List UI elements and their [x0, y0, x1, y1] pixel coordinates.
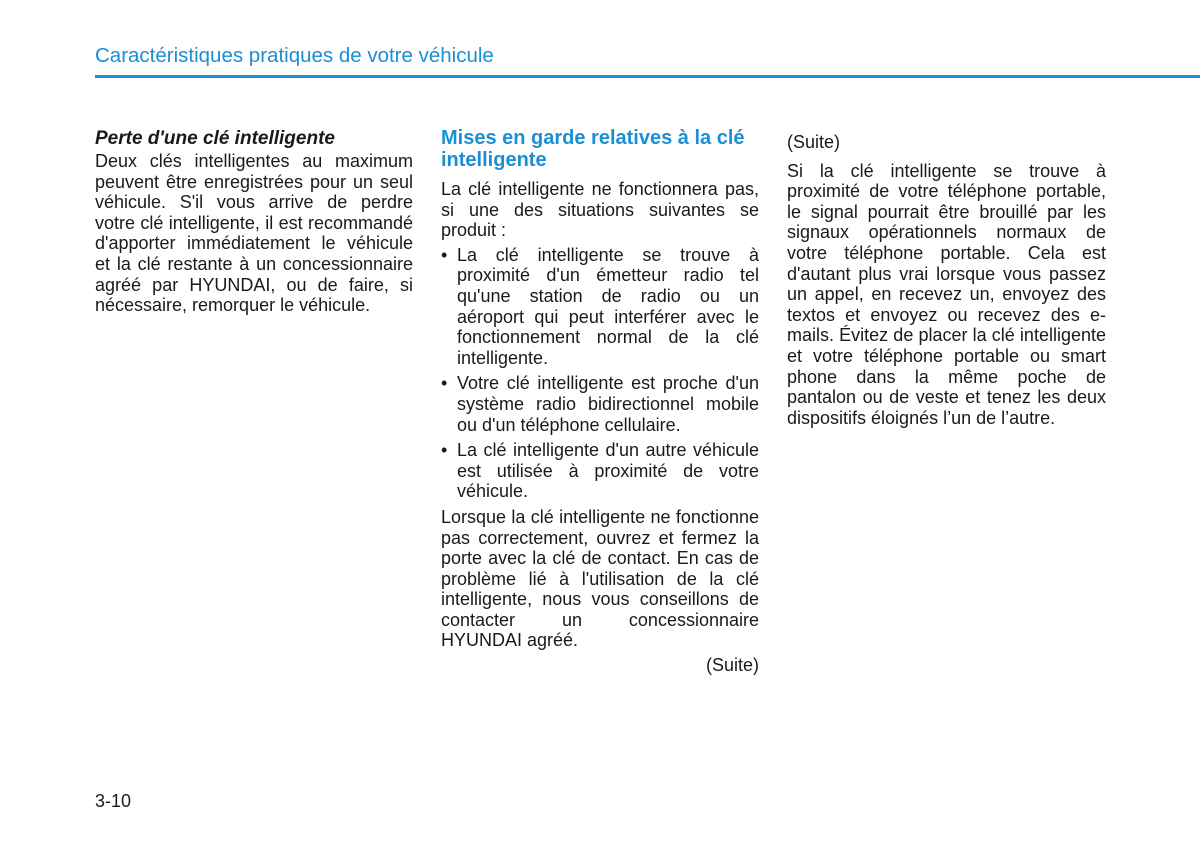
lost-key-paragraph: Deux clés intelligentes au maximum peuvent être enregistrées pour un seul véhicule. S'il vous arrive de perdre votre clé intelligente, il est recommandé d'apporter immédiatement le véhicule et la clé restante à un concessionnaire agréé par HYUNDAI, ou de faire, si nécessaire, remorquer le véhicule.	[95, 151, 413, 316]
list-item	[441, 373, 759, 435]
bullet-icon: •	[441, 440, 448, 461]
page-header-title: Caractéristiques pratiques de votre véhicule	[95, 44, 494, 67]
warnings-list	[441, 245, 759, 502]
continued-label: (Suite)	[705, 655, 759, 676]
list-item-text: La clé intelligente d'un autre véhicule est utilisée à proximité de votre véhicule.	[457, 440, 759, 502]
warnings-intro: La clé intelligente ne fonctionnera pas, si une des situations suivantes se produit :	[441, 179, 759, 241]
malfunction-paragraph: Lorsque la clé intelligente ne fonctionne pas correctement, ouvrez et fermez la porte avec la clé de contact. En cas de problème lié à l'utilisation de la clé intelligente, nous vous conseillons de contacter un concessionnaire HYUNDAI agréé.	[441, 506, 759, 651]
section-heading-warnings: Mises en garde relatives à la clé intelligente	[441, 127, 745, 171]
header-divider	[95, 75, 1200, 78]
bullet-icon: •	[441, 244, 448, 265]
column-right	[787, 132, 1106, 428]
page-number: 3-10	[95, 791, 132, 811]
column-left	[95, 128, 413, 316]
list-item	[441, 440, 759, 502]
phone-interference-paragraph: Si la clé intelligente se trouve à proximité de votre téléphone portable, le signal pourrait être brouillé par les signaux opérationnels normaux de votre téléphone portable. Cela est d'autant plus vrai lorsque vous passez un appel, en recevez un, envoyez des textos et envoyez ou recevez des e-mails. Évitez de placer la clé intelligente et votre téléphone portable ou smart phone dans la même poche de pantalon ou de veste et tenez les deux dispositifs éloignés l’un de l’autre.	[787, 160, 1106, 428]
list-item	[441, 245, 759, 369]
continued-from-label: (Suite)	[787, 132, 841, 152]
list-item-text: Votre clé intelligente est proche d'un système radio bidirectionnel mobile ou d'un téléphone cellulaire.	[457, 373, 759, 435]
bullet-icon: •	[441, 373, 448, 394]
subheading-lost-key: Perte d'une clé intelligente	[95, 128, 335, 149]
list-item-text: La clé intelligente se trouve à proximité d'un émetteur radio tel qu'une station de radio ou un aéroport qui peut interférer avec le fonctionnement normal de la clé intelligente.	[457, 244, 759, 368]
column-middle	[441, 128, 759, 676]
